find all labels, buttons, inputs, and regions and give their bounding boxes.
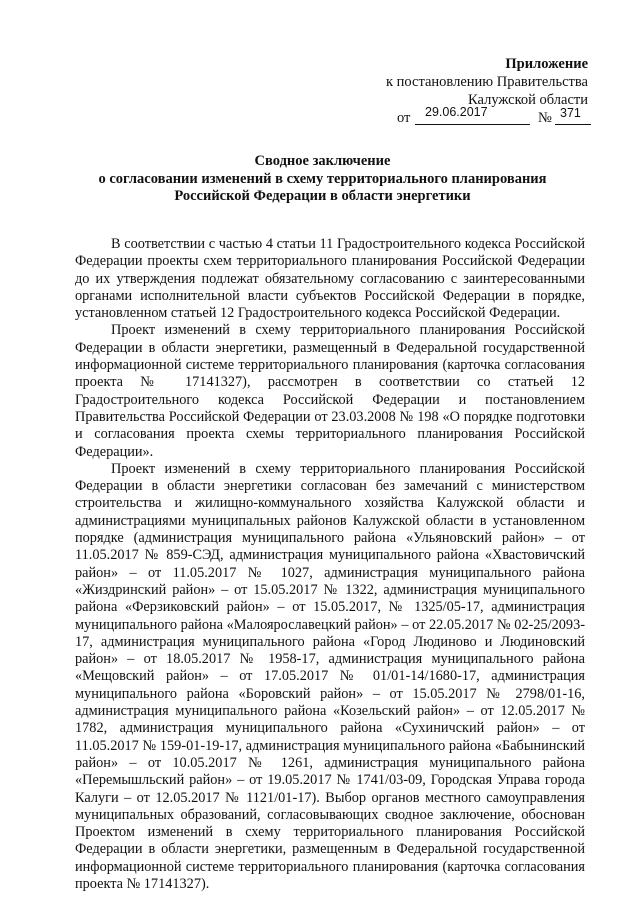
title-line-2: о согласовании изменений в схему территориального планирования — [98, 170, 547, 187]
document-body — [75, 236, 585, 893]
title-line-1: Сводное заключение — [254, 153, 391, 169]
document-title — [80, 153, 565, 206]
title-line-3: Российской Федерации в области энергетики — [174, 188, 471, 204]
resolution-date: 29.06.2017 — [425, 105, 488, 119]
paragraph-3: Проект изменений в схему территориального планирования Российской Федерации в области энергетики согласован без замечаний с министерством строительства и жилищно-коммунального хозяйства Калужской области и администрациями муниципальных районов Калужской области в установленном порядке (администрация муниципального района «Ульяновский район» – от 11.05.2017 № 859-СЭД, администрация муниципального района «Хвастовичский район» – от 11.05.2017 № 1027, администрация муниципального района «Жиздринский район» – от 15.05.2017 № 1322, администрация муниципального района «Ферзиковский район» – от 15.05.2017, № 1325/05-17, администрация муниципального района «Малоярославецкий район» – от 22.05.2017 № 02-25/2093-17, администрация муниципального района «Город Людиново и Людиновский район» – от 18.05.2017 № 1958-17, администрация муниципального района «Мещовский район» – от 17.05.2017 № 01/01-14/1680-17, администрация муниципального района «Боровский район» – от 15.05.2017 № 2798/01-16, администрация муниципального района «Козельский район» – от 12.05.2017 № 1782, администрация муниципального района «Сухиничский район» – от 11.05.2017 № 159-01-19-17, администрация муниципального района «Бабынинский район» – от 10.05.2017 № 1261, администрация муниципального района «Перемышльский район» – от 19.05.2017 № 1741/03-09, Городская Управа города Калуги – от 12.05.2017 № 1121/01-17). Выбор органов местного самоуправления муниципальных образований, согласовывающих сводное заключение, обоснован Проектом изменений в схему территориального планирования Российской Федерации в области энергетики, размещенным в Федеральной государственной информационной системе территориального планирования (карточка согласования проекта № 17141327). — [75, 460, 585, 892]
number-label: № — [538, 110, 552, 126]
paragraph-1: В соответствии с частью 4 статьи 11 Градостроительного кодекса Российской Федерации проекты схем территориального планирования Российской Федерации до их утверждения подлежат обязательному согласованию с заинтересованными органами исполнительной власти субъектов Российской Федерации в порядке, установленном статьей 12 Градостроительного кодекса Российской Федерации. — [75, 236, 585, 322]
date-number-row — [397, 105, 592, 128]
paragraph-2: Проект изменений в схему территориального планирования Российской Федерации в области энергетики, размещенный в Федеральной государственной информационной системе территориального планирования (карточка согласования проекта № 17141327), рассмотрен в соответствии со статьей 12 Градостроительного кодекса Российской Федерации и постановлением Правительства Российской Федерации от 23.03.2008 № 198 «О порядке подготовки и согласования проекта схемы территориального планирования Российской Федерации». — [75, 322, 585, 460]
appendix-label: Приложение — [505, 56, 588, 72]
resolution-number: 371 — [560, 106, 581, 120]
date-underline — [415, 124, 530, 125]
number-underline — [555, 124, 591, 125]
resolution-reference: к постановлению Правительства — [386, 74, 588, 90]
from-label: от — [397, 110, 411, 126]
region-name: Калужской области — [468, 92, 588, 108]
appendix-header — [338, 55, 588, 109]
